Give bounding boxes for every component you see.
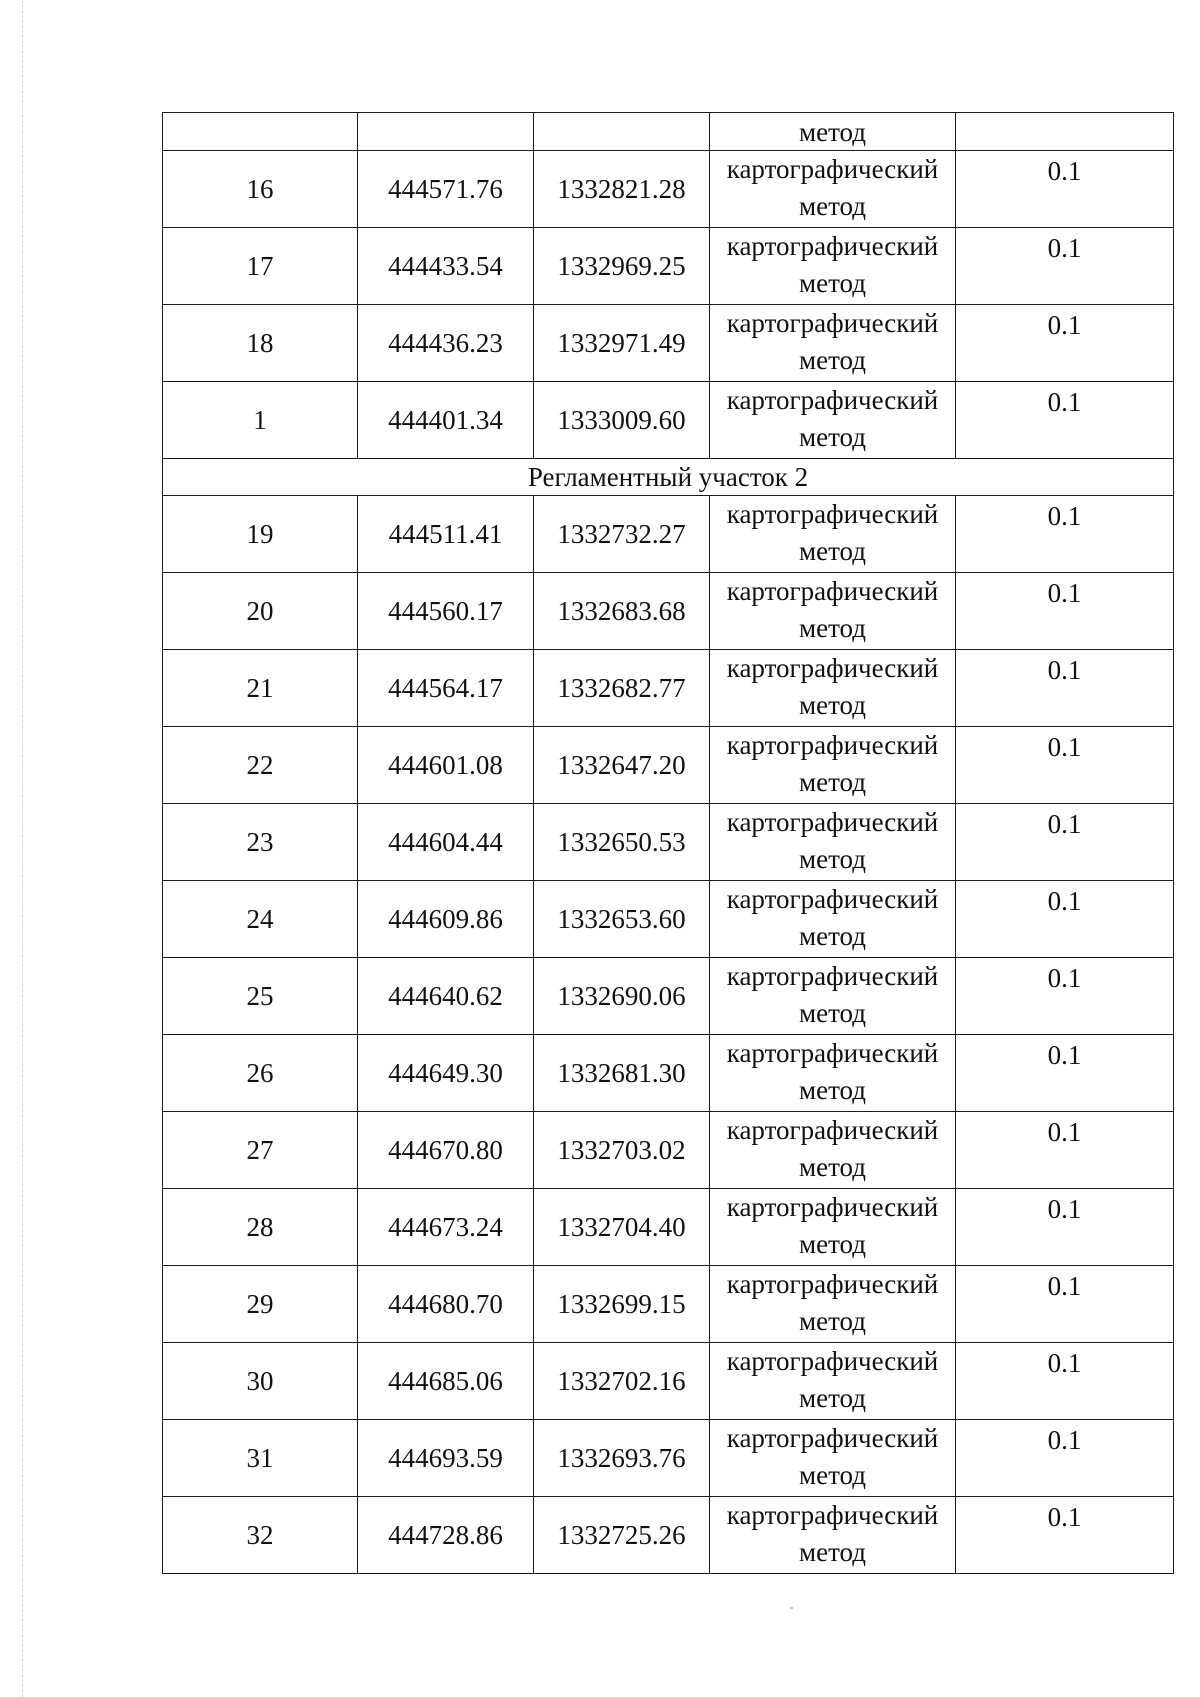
cell-accuracy: 0.1 xyxy=(956,151,1174,228)
method-line-2: метод xyxy=(799,1152,866,1182)
coordinates-table xyxy=(162,112,1174,1574)
cell-num: 21 xyxy=(163,650,358,727)
table-row xyxy=(163,1266,1174,1343)
cell-x: 444560.17 xyxy=(358,573,534,650)
cell-method xyxy=(710,1420,956,1497)
cell-x: 444433.54 xyxy=(358,228,534,305)
method-line-1: картографический xyxy=(726,1192,939,1222)
cell-y: 1332971.49 xyxy=(534,305,710,382)
method-line-2: метод xyxy=(799,117,866,147)
method-line-2: метод xyxy=(799,1229,866,1259)
cell-x: 444604.44 xyxy=(358,804,534,881)
cell-accuracy: 0.1 xyxy=(956,496,1174,573)
cell-method xyxy=(710,382,956,459)
cell-method xyxy=(710,305,956,382)
method-line-1: картографический xyxy=(726,1346,939,1376)
table-row xyxy=(163,804,1174,881)
cell-x xyxy=(358,113,534,151)
table-row xyxy=(163,1035,1174,1112)
cell-y: 1332699.15 xyxy=(534,1266,710,1343)
cell-y: 1332821.28 xyxy=(534,151,710,228)
cell-num: 29 xyxy=(163,1266,358,1343)
table-row xyxy=(163,496,1174,573)
cell-accuracy: 0.1 xyxy=(956,881,1174,958)
cell-y: 1332650.53 xyxy=(534,804,710,881)
cell-x: 444571.76 xyxy=(358,151,534,228)
method-line-1: картографический xyxy=(726,807,939,837)
section-title: Регламентный участок 2 xyxy=(163,459,1174,496)
cell-x: 444680.70 xyxy=(358,1266,534,1343)
table-row xyxy=(163,1497,1174,1574)
cell-accuracy: 0.1 xyxy=(956,1112,1174,1189)
method-line-2: метод xyxy=(799,921,866,951)
cell-y: 1332703.02 xyxy=(534,1112,710,1189)
cell-method xyxy=(710,496,956,573)
cell-accuracy: 0.1 xyxy=(956,382,1174,459)
table-row xyxy=(163,1189,1174,1266)
method-line-2: метод xyxy=(799,1075,866,1105)
table-row xyxy=(163,727,1174,804)
cell-y xyxy=(534,113,710,151)
cell-y: 1332704.40 xyxy=(534,1189,710,1266)
scan-speck xyxy=(790,1607,793,1609)
cell-num: 28 xyxy=(163,1189,358,1266)
cell-accuracy: 0.1 xyxy=(956,1343,1174,1420)
cell-accuracy: 0.1 xyxy=(956,228,1174,305)
cell-accuracy: 0.1 xyxy=(956,1497,1174,1574)
table-row xyxy=(163,151,1174,228)
table-row xyxy=(163,881,1174,958)
cell-num: 23 xyxy=(163,804,358,881)
method-line-2: метод xyxy=(799,422,866,452)
cell-x: 444649.30 xyxy=(358,1035,534,1112)
cell-method xyxy=(710,958,956,1035)
method-line-1: картографический xyxy=(726,385,939,415)
cell-y: 1333009.60 xyxy=(534,382,710,459)
cell-y: 1332647.20 xyxy=(534,727,710,804)
cell-y: 1332732.27 xyxy=(534,496,710,573)
cell-accuracy xyxy=(956,113,1174,151)
cell-accuracy: 0.1 xyxy=(956,1189,1174,1266)
table-row xyxy=(163,228,1174,305)
method-line-2: метод xyxy=(799,1306,866,1336)
method-line-1: картографический xyxy=(726,884,939,914)
continuation-row xyxy=(163,113,1174,151)
cell-num: 18 xyxy=(163,305,358,382)
cell-y: 1332683.68 xyxy=(534,573,710,650)
method-line-1: картографический xyxy=(726,653,939,683)
cell-y: 1332693.76 xyxy=(534,1420,710,1497)
method-line-2: метод xyxy=(799,191,866,221)
cell-num: 19 xyxy=(163,496,358,573)
cell-y: 1332653.60 xyxy=(534,881,710,958)
table-row xyxy=(163,1112,1174,1189)
cell-accuracy: 0.1 xyxy=(956,1266,1174,1343)
cell-method xyxy=(710,1189,956,1266)
method-line-2: метод xyxy=(799,767,866,797)
method-line-1: картографический xyxy=(726,231,939,261)
cell-num: 1 xyxy=(163,382,358,459)
table-row xyxy=(163,1343,1174,1420)
cell-accuracy: 0.1 xyxy=(956,958,1174,1035)
cell-num: 16 xyxy=(163,151,358,228)
cell-num: 20 xyxy=(163,573,358,650)
method-line-2: метод xyxy=(799,844,866,874)
cell-x: 444670.80 xyxy=(358,1112,534,1189)
method-line-2: метод xyxy=(799,268,866,298)
cell-num: 25 xyxy=(163,958,358,1035)
cell-method xyxy=(710,881,956,958)
table-row xyxy=(163,958,1174,1035)
section-header-row xyxy=(163,459,1174,496)
method-line-1: картографический xyxy=(726,576,939,606)
cell-method xyxy=(710,1343,956,1420)
cell-num: 31 xyxy=(163,1420,358,1497)
method-line-2: метод xyxy=(799,1460,866,1490)
method-line-1: картографический xyxy=(726,1038,939,1068)
cell-accuracy: 0.1 xyxy=(956,305,1174,382)
cell-num: 27 xyxy=(163,1112,358,1189)
cell-x: 444401.34 xyxy=(358,382,534,459)
cell-x: 444564.17 xyxy=(358,650,534,727)
method-line-2: метод xyxy=(799,1537,866,1567)
table-row xyxy=(163,573,1174,650)
cell-method xyxy=(710,151,956,228)
cell-num: 22 xyxy=(163,727,358,804)
table-row xyxy=(163,650,1174,727)
method-line-2: метод xyxy=(799,536,866,566)
cell-x: 444436.23 xyxy=(358,305,534,382)
cell-x: 444640.62 xyxy=(358,958,534,1035)
cell-method xyxy=(710,1035,956,1112)
cell-accuracy: 0.1 xyxy=(956,804,1174,881)
cell-x: 444728.86 xyxy=(358,1497,534,1574)
coordinates-table-body xyxy=(163,113,1174,1574)
cell-num: 24 xyxy=(163,881,358,958)
cell-num: 30 xyxy=(163,1343,358,1420)
cell-method xyxy=(710,727,956,804)
cell-y: 1332702.16 xyxy=(534,1343,710,1420)
method-line-2: метод xyxy=(799,613,866,643)
cell-x: 444685.06 xyxy=(358,1343,534,1420)
method-line-2: метод xyxy=(799,345,866,375)
method-line-2: метод xyxy=(799,1383,866,1413)
method-line-1: картографический xyxy=(726,1500,939,1530)
cell-method xyxy=(710,113,956,151)
cell-method xyxy=(710,1266,956,1343)
cell-accuracy: 0.1 xyxy=(956,573,1174,650)
table-row xyxy=(163,382,1174,459)
method-line-1: картографический xyxy=(726,1269,939,1299)
cell-y: 1332682.77 xyxy=(534,650,710,727)
cell-y: 1332725.26 xyxy=(534,1497,710,1574)
cell-x: 444609.86 xyxy=(358,881,534,958)
cell-method xyxy=(710,573,956,650)
cell-method xyxy=(710,650,956,727)
cell-x: 444693.59 xyxy=(358,1420,534,1497)
cell-num: 32 xyxy=(163,1497,358,1574)
cell-x: 444511.41 xyxy=(358,496,534,573)
method-line-1: картографический xyxy=(726,1423,939,1453)
cell-num: 17 xyxy=(163,228,358,305)
cell-accuracy: 0.1 xyxy=(956,1035,1174,1112)
cell-y: 1332969.25 xyxy=(534,228,710,305)
cell-x: 444601.08 xyxy=(358,727,534,804)
cell-y: 1332690.06 xyxy=(534,958,710,1035)
cell-y: 1332681.30 xyxy=(534,1035,710,1112)
table-row xyxy=(163,1420,1174,1497)
cell-accuracy: 0.1 xyxy=(956,650,1174,727)
method-line-1: картографический xyxy=(726,154,939,184)
method-line-1: картографический xyxy=(726,499,939,529)
cell-method xyxy=(710,1497,956,1574)
cell-method xyxy=(710,1112,956,1189)
cell-num xyxy=(163,113,358,151)
table-row xyxy=(163,305,1174,382)
method-line-1: картографический xyxy=(726,730,939,760)
cell-method xyxy=(710,804,956,881)
method-line-2: метод xyxy=(799,998,866,1028)
method-line-2: метод xyxy=(799,690,866,720)
cell-x: 444673.24 xyxy=(358,1189,534,1266)
method-line-1: картографический xyxy=(726,308,939,338)
scan-edge-line xyxy=(22,0,23,1697)
cell-accuracy: 0.1 xyxy=(956,1420,1174,1497)
method-line-1: картографический xyxy=(726,1115,939,1145)
cell-num: 26 xyxy=(163,1035,358,1112)
method-line-1: картографический xyxy=(726,961,939,991)
cell-method xyxy=(710,228,956,305)
cell-accuracy: 0.1 xyxy=(956,727,1174,804)
